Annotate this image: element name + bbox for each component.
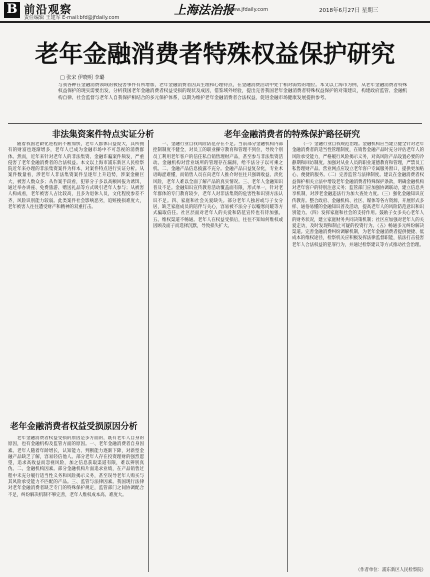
article-column-2 (153, 142, 283, 572)
article-column-3 (292, 142, 424, 560)
masthead-url: www.jfdaily.com (228, 7, 269, 13)
page-header (0, 0, 430, 22)
section-name: 前沿观察 (24, 3, 72, 16)
author-affiliation: （作者单位：浦东新区人民检察院） (355, 568, 426, 573)
newspaper-masthead: 上海法治报 (174, 3, 235, 17)
paragraph: 一、金融行业自我风险防范存在不足。当前部分金融机构内部控制制度不健全，对员工的职业操守教育和管理不到位，导致个别员工利用老年客户的信任私自销售理财产品，甚至参与非法集资活动。金融机构对营业场所的管理存在漏洞，给不法分子以可乘之机。二、金融产品信息披露不充分。金融产品日益复杂化，专业术语晦涩难懂，而销售人员在向老年人推介时往往只强调收益、淡化风险，老年人难以全面了解产品的真实情况。三、老年人金融知识普及不足。金融知识宣传教育活动覆盖面有限，形式单一，针对老年群体的专门教育较少，老年人对非法集资的危害性和识别方法认识不足。四、家庭和社会关爱缺失。部分老年人独居或与子女分居，缺乏家庭成员的陪伴与关心，容易被不法分子以嘘寒问暖等方式骗取信任。社区层面对老年人的关爱和防范宣传也有待加强。五、维权渠道不畅通。老年人在权益受损后，往往不知如何维权或因顾及面子而选择沉默，导致损失扩大。 (153, 142, 283, 229)
issue-date: 2018年6月27日 星期三 (319, 8, 379, 14)
section-heading-3: 老年金融消费者的特殊保护路径研究 (224, 130, 361, 140)
article-abstract: 与我各种在金融消费领域的被侵害事件有所增加，老年金融消费者因其生理和心理特点，在金融消费活动中处于相对弱势的地位。本文以上海市为例，从老年金融消费者特殊权益保护的现实需要出发，分析我国老年金融消费者权益受损的现状及成因，借鉴域外经验，提出完善我国老年金融消费者特殊权益保护的对策建议，构建政府监管、金融机构自律、社会监督与老年人自我保护相结合的多元保护体系，以期为维护老年金融消费者合法权益、促进金融市场健康发展提供参考。 (58, 83, 408, 101)
article-column-1a (8, 142, 144, 412)
editor-line: 责任编辑 王建军 E-mail:bfd@jfdaily.com (24, 15, 120, 21)
section-heading-1: 非法集资案件特点实证分析 (52, 130, 155, 140)
article-byline: □ 张宋 伊晓明 李璐 (60, 75, 105, 81)
abstract-rule (8, 123, 422, 124)
paragraph: 随着我国老龄化进程的不断加快，老年人群体日益庞大，其所拥有的财富也逐渐增多，老年人已成为金融市场中不可忽视的消费群体。然而，近年来针对老年人的非法集资、金融诈骗案件频发，严重侵害了老年金融消费者的合法权益。本文以上海市浦东新区人民检察院近年来办理的非法集资案件为样本，对案件特点进行实证分析。从案件数量看，涉老年人非法集资案件呈逐年上升趋势，涉案金额巨大，被害人数众多；从作案手段看，犯罪分子多以高额回报为诱饵，通过举办讲座、免费旅游、赠送礼品等方式吸引老年人参与；从被害人构成看，老年被害人占比较高，且多为退休人员，文化程度参差不齐，风险识别能力较弱。此类案件社会影响恶劣，追赃挽损难度大，老年被害人往往遭受财产和精神的双重打击。 (8, 142, 144, 210)
paragraph: （一）金融行业自我规范治理。金融机构应当建立健全针对老年金融消费者的适当性管理制度，在销售金融产品时充分评估老年人的风险承受能力，严格履行风险揭示义务，对高风险产品设置必要的冷静期和回访制度。加强对从业人员的职业道德教育和管理，严禁员工私售理财产品。营业网点应设立老年客户专属服务窗口，提供更加贴心、便捷的服务。（二）完善监管与法律制度。建议在金融消费者权益保护相关立法中增设老年金融消费者特殊保护条款，明确金融机构对老年客户的特别注意义务；监管部门应加强协调联动，建立信息共享机制，对涉老金融违法行为加大查处力度。（三）强化金融知识宣传教育。整合政府、金融机构、社区、媒体等各方资源，开展形式多样、通俗易懂的金融知识普及活动，提高老年人的风险防范意识和识别能力。（四）发挥家庭和社会的支持作用。鼓励子女多关心老年人的财务状况，建立家庭财务共同决策机制；社区应加强对老年人的关爱走访，及时发现和制止可疑的投资行为。（五）畅通多元纠纷解决渠道。完善金融消费纠纷调解机制，为老年金融消费者提供便捷、低成本的维权途径，检察机关应积极发挥法律监督职能，依法打击侵害老年人合法权益的犯罪行为，并通过检察建议等方式推动社会治理。 (292, 142, 424, 248)
section-heading-2: 老年金融消费者权益受损原因分析 (10, 422, 138, 432)
section-logo: B (4, 2, 20, 18)
column-divider (148, 140, 149, 572)
article-title: 老年金融消费者特殊权益保护研究 (35, 40, 395, 68)
header-rule (0, 21, 430, 23)
article-column-1b (8, 436, 144, 572)
column-divider (287, 140, 288, 572)
paragraph: 老年金融消费者权益受损的原因是多方面的，既有老年人自身的原因，也有金融机构及监管方面的原因。一、老年金融消费者自身因素。老年人随着年龄增长，认知能力、判断能力逐渐下降，对新型金融产品缺乏了解，容易轻信他人。部分老年人存在投资理财的强烈愿望，追求高收益而忽视风险，加之信息获取渠道有限，难以辨别真伪。二、金融机构因素。部分金融机构片面追求业绩，在产品销售过程中未充分履行适当性义务和风险揭示义务，甚至误导老年人购买与其风险承受能力不匹配的产品。三、监管与法律因素。我国现行法律对老年金融消费者缺乏专门的特殊保护规定，监管部门之间协调配合不足，纠纷解决机制不够完善，老年人维权成本高、难度大。 (8, 436, 144, 498)
